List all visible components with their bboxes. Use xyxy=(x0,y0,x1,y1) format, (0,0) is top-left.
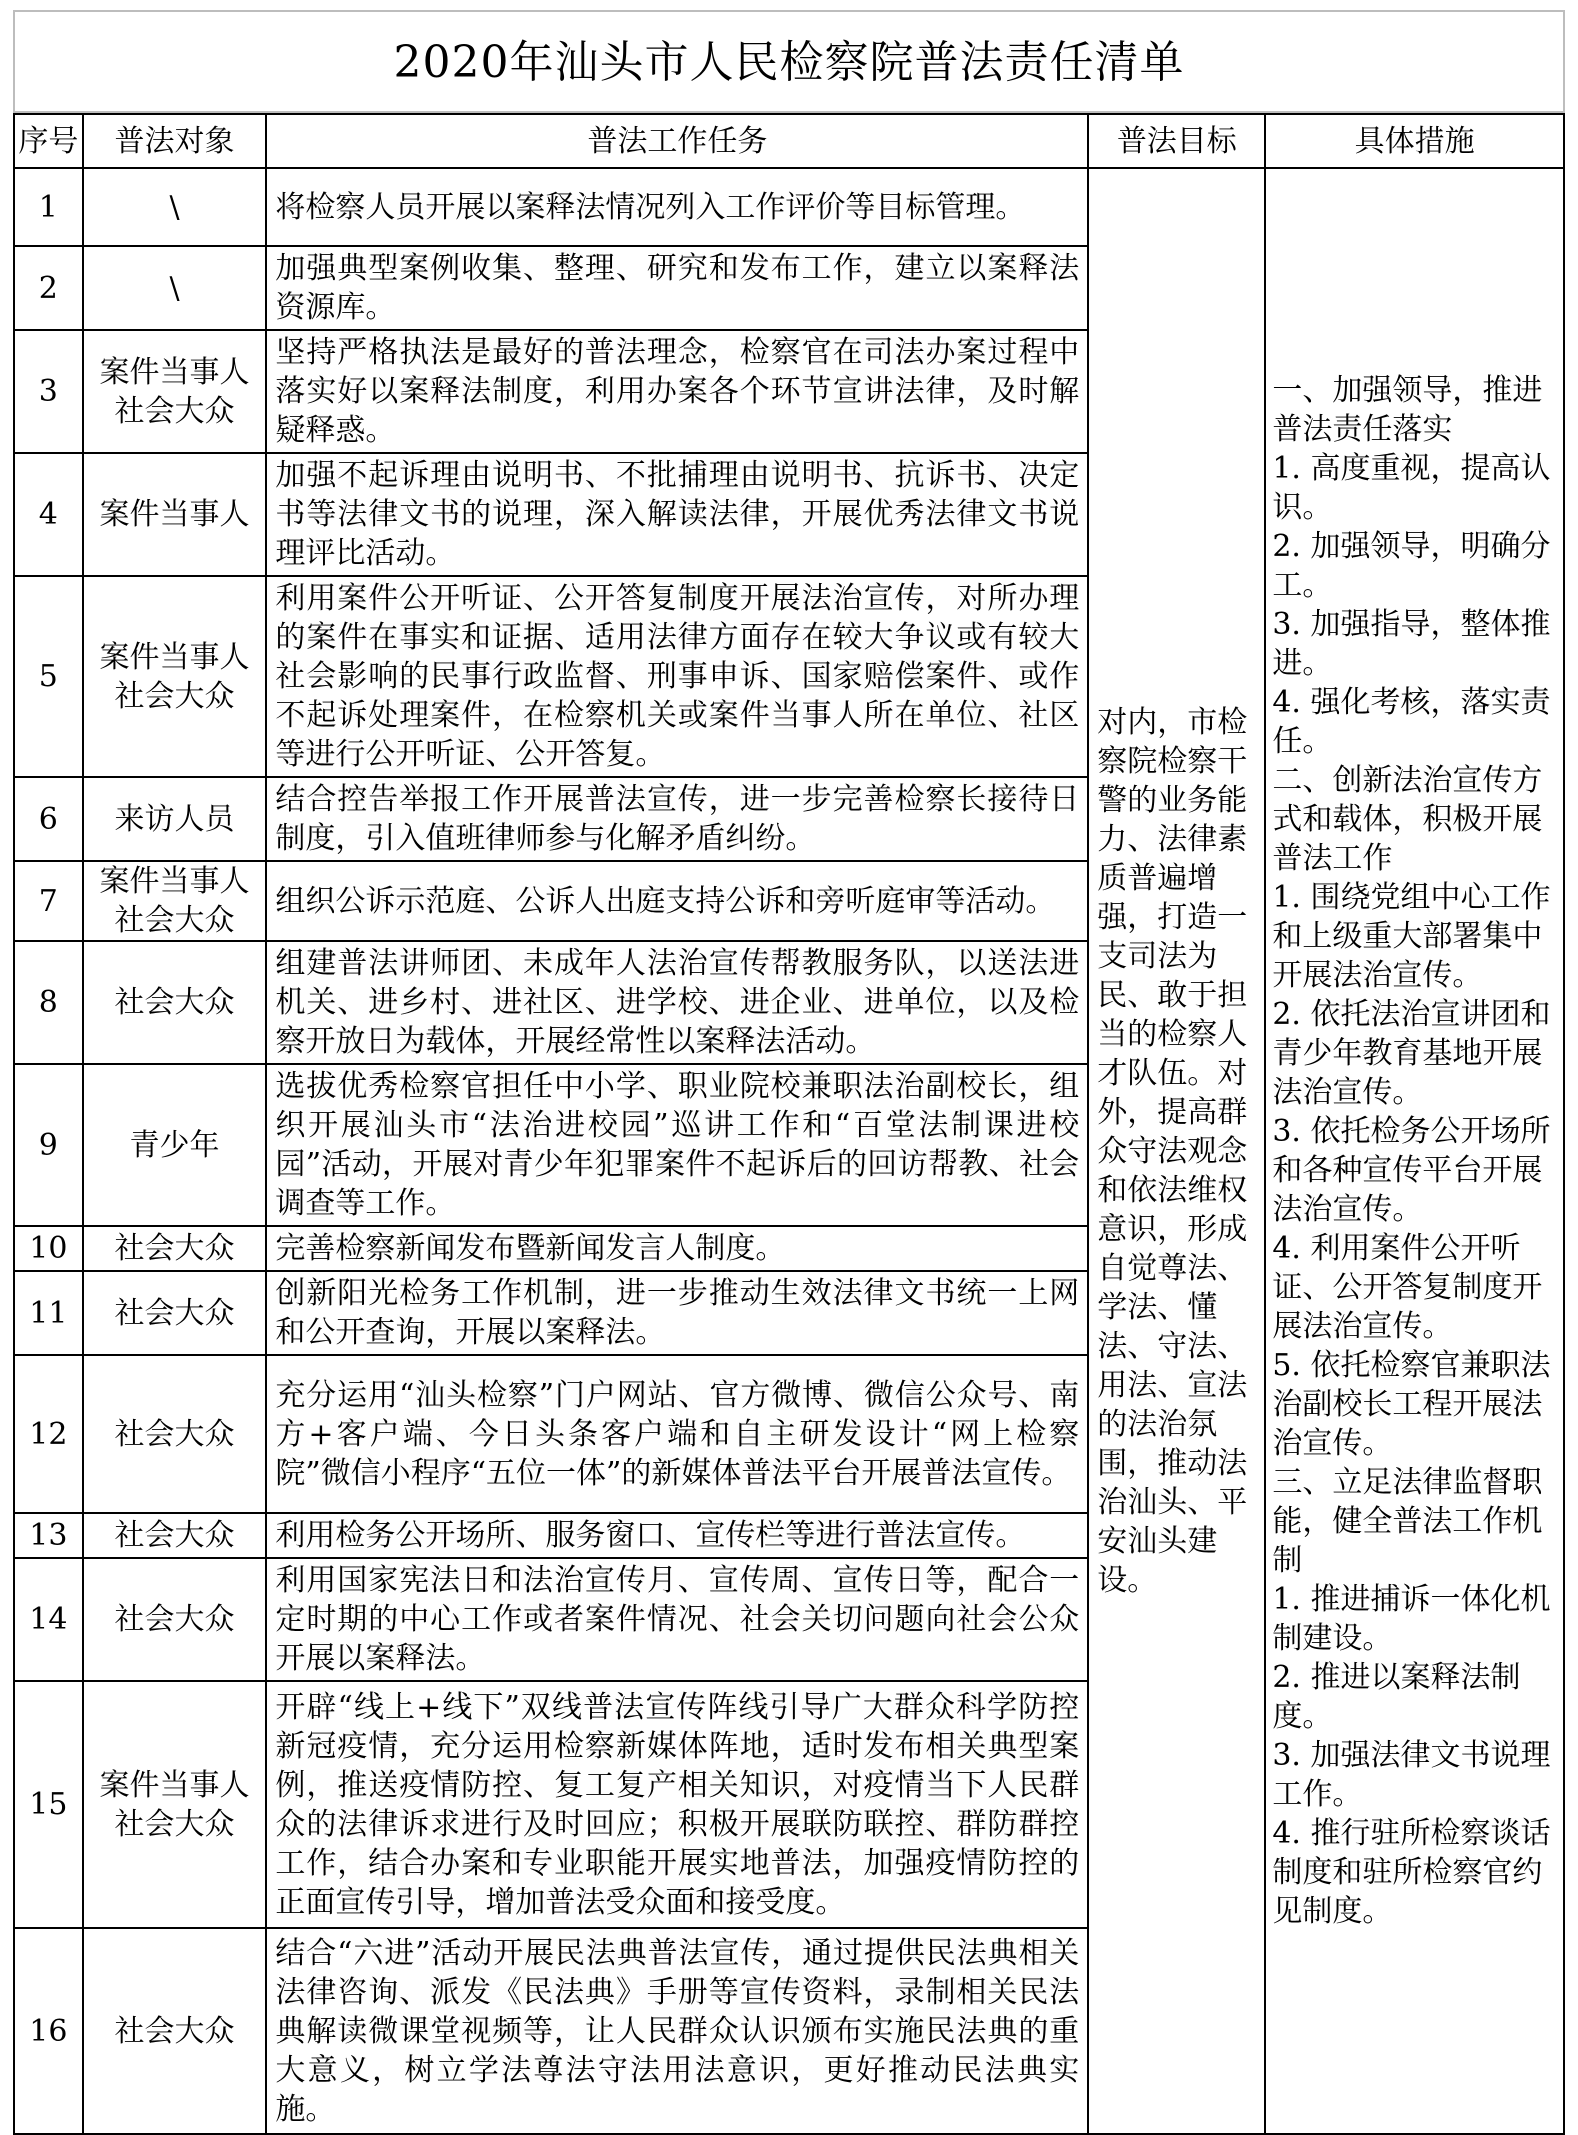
measure-item: 2. 推进以案释法制度。 xyxy=(1272,1660,1521,1734)
target-group: 社会大众 xyxy=(114,2013,235,2049)
target-group: 案件当事人 xyxy=(99,639,250,675)
task-text: 充分运用“汕头检察”门户网站、官方微博、微信公众号、南方+客户端、今日头条客户端和自主研发设计“网上检察院”微信小程序“五位一体”的新媒体普法平台开展普法宣传。 xyxy=(266,1355,1088,1513)
task-text: 利用检务公开场所、服务窗口、宣传栏等进行普法宣传。 xyxy=(266,1513,1088,1558)
header-target-group: 普法对象 xyxy=(83,114,267,168)
task-text: 结合“六进”活动开展民法典普法宣传，通过提供民法典相关法律咨询、派发《民法典》手册等宣传资料，录制相关民法典解读微课堂视频等，让人民群众认识颁布实施民法典的重大意义，树立学法尊法守法用法意识，更好推动民法典实施。 xyxy=(266,1928,1088,2134)
row-number: 16 xyxy=(14,1928,83,2134)
header-measures: 具体措施 xyxy=(1265,114,1564,168)
row-number: 13 xyxy=(14,1513,83,1558)
row-number: 14 xyxy=(14,1558,83,1681)
target-group: 社会大众 xyxy=(114,678,235,714)
target-group: 案件当事人 xyxy=(99,1767,250,1803)
target-group-cell xyxy=(83,1355,267,1513)
goal-text: 对内，市检察院检察干警的业务能力、法律素质普遍增强，打造一支司法为民、敢于担当的检察人才队伍。对外，提高群众守法观念和依法维权意识，形成自觉尊法、学法、懂法、守法、用法、宣法的法治氛围，推动法治汕头、平安汕头建设。 xyxy=(1088,168,1265,2134)
target-group-cell xyxy=(83,576,267,777)
target-group-cell xyxy=(83,1064,267,1226)
measure-item: 一、加强领导，推进普法责任落实 xyxy=(1272,373,1543,447)
header-row xyxy=(14,114,1564,168)
row-number: 8 xyxy=(14,941,83,1064)
row-number: 10 xyxy=(14,1226,83,1271)
target-group: 社会大众 xyxy=(114,1295,235,1331)
row-number: 9 xyxy=(14,1064,83,1226)
row-number: 12 xyxy=(14,1355,83,1513)
target-group: \ xyxy=(169,270,180,306)
measure-item: 4. 强化考核，落实责任。 xyxy=(1272,685,1551,759)
title-box xyxy=(13,10,1565,113)
target-group: 来访人员 xyxy=(114,801,235,837)
row-number: 11 xyxy=(14,1271,83,1355)
target-group-cell xyxy=(83,1271,267,1355)
task-text: 创新阳光检务工作机制，进一步推动生效法律文书统一上网和公开查询，开展以案释法。 xyxy=(266,1271,1088,1355)
row-number: 3 xyxy=(14,330,83,453)
measure-item: 5. 依托检察官兼职法治副校长工程开展法治宣传。 xyxy=(1272,1348,1551,1461)
row-number: 5 xyxy=(14,576,83,777)
target-group-cell xyxy=(83,168,267,246)
task-text: 将检察人员开展以案释法情况列入工作评价等目标管理。 xyxy=(266,168,1088,246)
row-number: 7 xyxy=(14,861,83,941)
target-group-cell xyxy=(83,1513,267,1558)
measure-item: 3. 依托检务公开场所和各种宣传平台开展法治宣传。 xyxy=(1272,1114,1551,1227)
target-group: \ xyxy=(169,189,180,225)
target-group: 社会大众 xyxy=(114,1416,235,1452)
target-group-cell xyxy=(83,330,267,453)
measure-item: 3. 加强指导，整体推进。 xyxy=(1272,607,1551,681)
target-group: 社会大众 xyxy=(114,1518,235,1553)
row-number: 4 xyxy=(14,453,83,576)
task-text: 开辟“线上+线下”双线普法宣传阵线引导广大群众科学防控新冠疫情，充分运用检察新媒体阵地，适时发布相关典型案例，推送疫情防控、复工复产相关知识，对疫情当下人民群众的法律诉求进行及时回应；积极开展联防联控、群防群控工作，结合办案和专业职能开展实地普法，加强疫情防控的正面宣传引导，增加普法受众面和接受度。 xyxy=(266,1681,1088,1928)
target-group: 社会大众 xyxy=(114,1806,235,1842)
task-text: 坚持严格执法是最好的普法理念，检察官在司法办案过程中落实好以案释法制度，利用办案各个环节宣讲法律，及时解疑释惑。 xyxy=(266,330,1088,453)
target-group-cell xyxy=(83,1681,267,1928)
measure-item: 1. 推进捕诉一体化机制建设。 xyxy=(1272,1582,1551,1656)
task-text: 利用案件公开听证、公开答复制度开展法治宣传，对所办理的案件在事实和证据、适用法律方面存在较大争议或有较大社会影响的民事行政监督、刑事申诉、国家赔偿案件、或作不起诉处理案件，在检察机关或案件当事人所在单位、社区等进行公开听证、公开答复。 xyxy=(266,576,1088,777)
target-group: 社会大众 xyxy=(114,903,235,938)
page-title: 2020年汕头市人民检察院普法责任清单 xyxy=(393,37,1185,88)
header-goal: 普法目标 xyxy=(1088,114,1265,168)
header-task: 普法工作任务 xyxy=(266,114,1088,168)
target-group: 案件当事人 xyxy=(99,864,250,899)
task-text: 组织公诉示范庭、公诉人出庭支持公诉和旁听庭审等活动。 xyxy=(266,861,1088,941)
measures-cell xyxy=(1265,168,1564,2134)
header-no: 序号 xyxy=(14,114,83,168)
measure-item: 2. 加强领导，明确分工。 xyxy=(1272,529,1551,603)
target-group-cell xyxy=(83,1928,267,2134)
row-number: 1 xyxy=(14,168,83,246)
task-text: 完善检察新闻发布暨新闻发言人制度。 xyxy=(266,1226,1088,1271)
target-group-cell xyxy=(83,453,267,576)
measure-item: 1. 围绕党组中心工作和上级重大部署集中开展法治宣传。 xyxy=(1272,880,1551,993)
measure-item: 4. 利用案件公开听证、公开答复制度开展法治宣传。 xyxy=(1272,1231,1543,1344)
row-number: 6 xyxy=(14,777,83,861)
target-group: 青少年 xyxy=(129,1127,220,1163)
measure-item: 1. 高度重视，提高认识。 xyxy=(1272,451,1551,525)
target-group-cell xyxy=(83,246,267,330)
target-group: 案件当事人 xyxy=(99,497,250,532)
target-group-cell xyxy=(83,1558,267,1681)
task-text: 加强典型案例收集、整理、研究和发布工作，建立以案释法资源库。 xyxy=(266,246,1088,330)
measure-item: 二、创新法治宣传方式和载体，积极开展普法工作 xyxy=(1272,763,1543,876)
target-group: 案件当事人 xyxy=(99,354,250,390)
target-group: 社会大众 xyxy=(114,393,235,429)
task-text: 加强不起诉理由说明书、不批捕理由说明书、抗诉书、决定书等法律文书的说理，深入解读法律，开展优秀法律文书说理评比活动。 xyxy=(266,453,1088,576)
row-number: 15 xyxy=(14,1681,83,1928)
measure-item: 3. 加强法律文书说理工作。 xyxy=(1272,1738,1551,1812)
task-text: 选拔优秀检察官担任中小学、职业院校兼职法治副校长，组织开展汕头市“法治进校园”巡讲工作和“百堂法制课进校园”活动，开展对青少年犯罪案件不起诉后的回访帮教、社会调查等工作。 xyxy=(266,1064,1088,1226)
table-row xyxy=(14,168,1564,246)
target-group: 社会大众 xyxy=(114,985,235,1020)
table-body xyxy=(14,168,1564,2134)
measure-item: 4. 推行驻所检察谈话制度和驻所检察官约见制度。 xyxy=(1272,1816,1551,1929)
measure-item: 2. 依托法治宣讲团和青少年教育基地开展法治宣传。 xyxy=(1272,997,1551,1110)
target-group: 社会大众 xyxy=(114,1231,235,1266)
task-text: 利用国家宪法日和法治宣传月、宣传周、宣传日等，配合一定时期的中心工作或者案件情况、社会关切问题向社会公众开展以案释法。 xyxy=(266,1558,1088,1681)
target-group-cell xyxy=(83,777,267,861)
responsibility-table xyxy=(13,113,1565,2135)
row-number: 2 xyxy=(14,246,83,330)
measure-item: 三、立足法律监督职能，健全普法工作机制 xyxy=(1272,1465,1543,1578)
task-text: 组建普法讲师团、未成年人法治宣传帮教服务队，以送法进机关、进乡村、进社区、进学校、进企业、进单位，以及检察开放日为载体，开展经常性以案释法活动。 xyxy=(266,941,1088,1064)
target-group: 社会大众 xyxy=(114,1602,235,1637)
target-group-cell xyxy=(83,861,267,941)
task-text: 结合控告举报工作开展普法宣传，进一步完善检察长接待日制度，引入值班律师参与化解矛盾纠纷。 xyxy=(266,777,1088,861)
target-group-cell xyxy=(83,1226,267,1271)
target-group-cell xyxy=(83,941,267,1064)
